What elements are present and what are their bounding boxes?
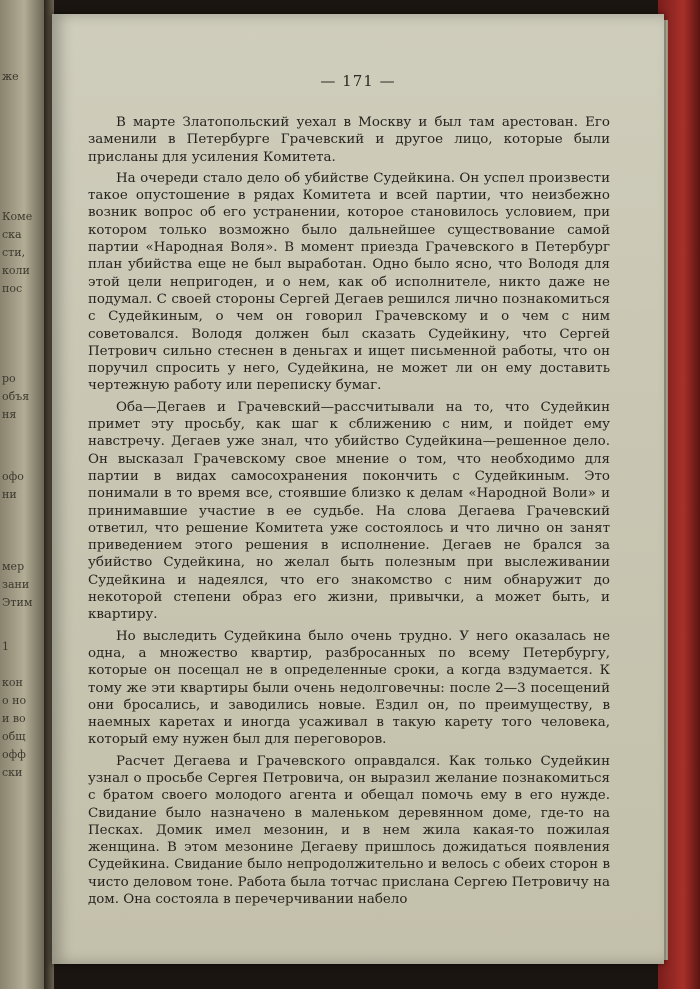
left-page-fragment: офо — [2, 470, 24, 483]
left-page-edge — [0, 0, 44, 989]
left-page-fragment: ски — [2, 766, 23, 779]
paragraph: Оба—Дегаев и Грачевский—рассчитывали на то, что Судейкин примет эту просьбу, как шаг к сближению с ним, и пойдет ему навстречу. Дегаев уже знал, что убийство Судейкина—решенное дело. Он высказал Грачевскому свое мнение о том, что необходимо для партии в видах самосохранения покончить с Судейкиным. Это понимали в то время все, стоявшие близко к делам «Народной Воли» и принимавшие участие в ее судьбе. На слова Дегаева Грачевский ответил, что решение Комитета уже состоялось и что лично он занят приведением этого решения в исполнение. Дегаев не брался за убийство Судейкина, но желал быть полезным при выслеживании Судейкина и надеялся, что его знакомство с ним обнаружит до некоторой степени образ его жизни, привычки, а может быть, и квартиру. — [88, 399, 610, 623]
left-page-fragment: о но — [2, 694, 27, 707]
left-page-fragment: офф — [2, 748, 26, 761]
paragraph: На очереди стало дело об убийстве Судейкина. Он успел произвести такое опустошение в рядах Комитета и всей партии, что неизбежно возник вопрос об его устранении, которое становилось условием, при котором только возможно было дальнейшее существование самой партии «Народная Воля». В момент приезда Грачевского в Петербург план убийства еще не был выработан. Одно было ясно, что Володя для этой цели непригоден, и о нем, как об исполнителе, никто даже не подумал. С своей стороны Сергей Дегаев решился лично познакомиться с Судейкиным, о чем он говорил Грачевскому и о чем с ним советовался. Володя должен был сказать Судейкину, что Сергей Петрович сильно стеснен в деньгах и ищет письменной работы, что он поручил спросить у него, Судейкина, не может ли он ему доставить чертежную работу или переписку бумаг. — [88, 170, 610, 394]
left-page-fragment: кон — [2, 676, 23, 689]
left-page-fragment: ни — [2, 488, 17, 501]
left-page-fragment: ска — [2, 228, 22, 241]
left-page-fragment: Этим — [2, 596, 33, 609]
left-page-fragment: зани — [2, 578, 30, 591]
left-page-fragment: пос — [2, 282, 23, 295]
left-page-fragment: Коме — [2, 210, 33, 223]
left-page-fragment: и во — [2, 712, 26, 725]
left-page-fragment: ня — [2, 408, 17, 421]
left-page-fragment: коли — [2, 264, 30, 277]
left-page-fragment: 1 — [2, 640, 9, 653]
paragraph: Расчет Дегаева и Грачевского оправдался. Как только Судейкин узнал о просьбе Сергея Петровича, он выразил желание познакомиться с братом своего молодого агента и обещал помочь ему в его нужде. Свидание было назначено в маленьком деревянном доме, где-то на Песках. Домик имел мезонин, и в нем жила какая-то пожилая женщина. В этом мезонине Дегаеву пришлось дожидаться появления Судейкина. Свидание было непродолжительно и велось с обеих сторон в чисто деловом тоне. Работа была тотчас прислана Сергею Петровичу на дом. Она состояла в перечерчивании набело — [88, 753, 610, 908]
left-page-fragment: сти, — [2, 246, 26, 259]
left-page-fragment: ро — [2, 372, 16, 385]
paragraph: В марте Златопольский уехал в Москву и был там арестован. Его заменили в Петербурге Грачевский и другое лицо, которые были присланы для усиления Комитета. — [88, 115, 610, 165]
left-page-fragment: объя — [2, 390, 30, 403]
left-page-fragment: мер — [2, 560, 25, 573]
page-number: — 171 — — [320, 72, 396, 90]
left-page-fragment: же — [2, 70, 19, 83]
left-page-fragment: общ — [2, 730, 26, 743]
paragraph: Но выследить Судейкина было очень трудно. У него оказалась не одна, а множество квартир, разбросанных по всему Петербургу, которые он посещал не в определенные сроки, а когда вздумается. К тому же эти квартиры были очень недолговечны: после 2—3 посещений они бросались, и заводились новые. Ездил он, по преимуществу, в наемных каретах и иногда усаживал в такую карету того человека, который ему нужен был для переговоров. — [88, 628, 610, 748]
page-body — [88, 114, 610, 912]
book-page — [52, 14, 664, 964]
